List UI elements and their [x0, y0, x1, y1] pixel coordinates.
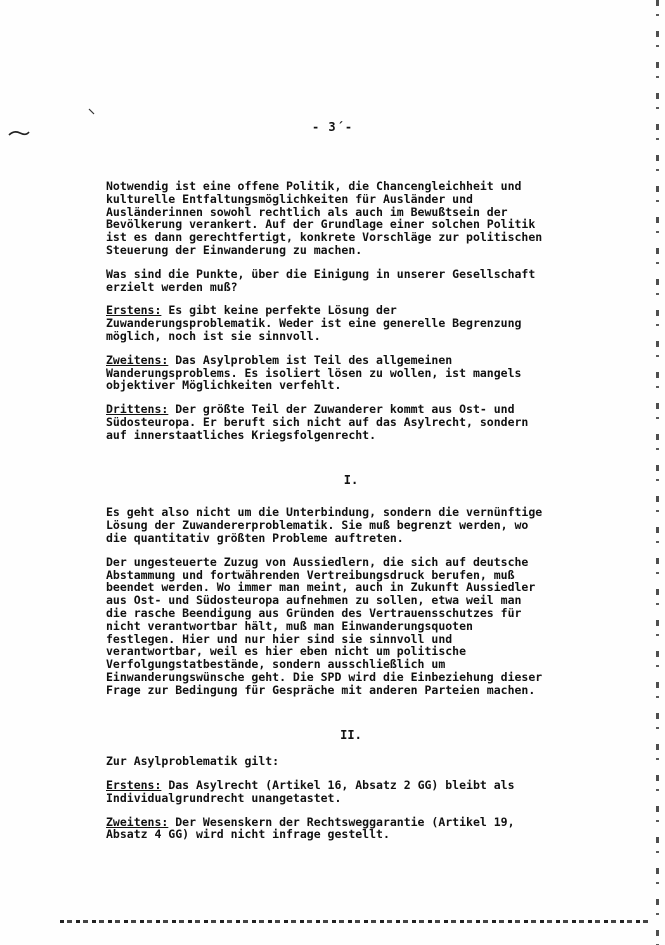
point-third — [106, 403, 596, 441]
point-text: Es gibt keine perfekte Lösung der Zuwanderungsproblematik. Weder ist eine generelle Begrenzung möglich, noch ist sie sinnvoll. — [106, 303, 522, 343]
scan-edge-right — [656, 0, 659, 945]
point-first — [106, 304, 596, 342]
point-text: Der größte Teil der Zuwanderer kommt aus Ost- und Südosteuropa. Er beruft sich nicht auf das Asylrecht, sondern auf innerstaatliches Kriegsfolgenrecht. — [106, 402, 529, 442]
section-1-paragraph-2: Der ungesteuerte Zuzug von Aussiedlern, die sich auf deutsche Abstammung und fortwährenden Vertreibungsdruck berufen, muß beendet werden. Wo immer man meint, auch in Zukunft Aussiedler aus Ost- und Südosteuropa aufnehmen zu sollen, etwa weil man die rasche Beendigung aus Gründen des Vertrauensschutzes für nicht verantwortbar hält, muß man Einwanderungsquoten festlegen. Hier und nur hier sind sie sinnvoll und verantwortbar, weil es hier eben nicht um politische Verfolgungstatbestände, sondern ausschließlich um Einwanderungswünsche geht. Die SPD wird die Einbeziehung dieser Frage zur Bedingung für Gespräche mit anderen Parteien machen. — [106, 554, 543, 697]
point-text: Das Asylrecht (Artikel 16, Absatz 2 GG) bleibt als Individualgrundrecht unangetastet. — [106, 778, 515, 805]
section-2-point-first — [106, 779, 596, 805]
point-lead: Zweitens: — [106, 352, 169, 367]
point-lead: Erstens: — [106, 303, 162, 318]
point-text: Der Wesenskern der Rechtsweggarantie (Artikel 19, Absatz 4 GG) wird nicht infrage gestellt. — [106, 814, 515, 842]
section-heading-2: II. — [340, 727, 362, 742]
scan-tick-mark — [88, 108, 96, 116]
point-lead: Drittens: — [106, 402, 169, 417]
scan-edge-bottom — [60, 920, 650, 923]
document-body — [106, 180, 596, 852]
paragraph-intro: Notwendig ist eine offene Politik, die Chancengleichheit und kulturelle Entfaltungsmöglichkeiten für Ausländer und Ausländerinnen sowohl rechtlich als auch im Bewußtsein der Bevölkerung verankert. Auf der Grundlage einer solchen Politik ist es dann gerechtfertigt, konkrete Vorschläge zur politischen Steuerung der Einwanderung zu machen. — [106, 179, 543, 257]
point-second — [106, 354, 596, 392]
point-lead: Erstens: — [106, 778, 162, 793]
point-lead: Zweitens: — [106, 814, 169, 829]
page-number: - 3´- — [311, 120, 354, 134]
section-2-intro: Zur Asylproblematik gilt: — [106, 754, 280, 769]
section-heading-1: I. — [343, 472, 359, 487]
paragraph-question: Was sind die Punkte, über die Einigung in unserer Gesellschaft erzielt werden muß? — [106, 266, 536, 294]
section-1-paragraph-1: Es geht also nicht um die Unterbindung, sondern die vernünftige Lösung der Zuwandererproblematik. Sie muß begrenzt werden, wo die quantitativ größten Probleme auftreten. — [106, 505, 543, 545]
section-2-point-second — [106, 816, 596, 842]
point-text: Das Asylproblem ist Teil des allgemeinen Wanderungsproblems. Es isoliert lösen zu wollen, ist mangels objektiver Möglichkeiten verfehlt. — [106, 352, 522, 393]
